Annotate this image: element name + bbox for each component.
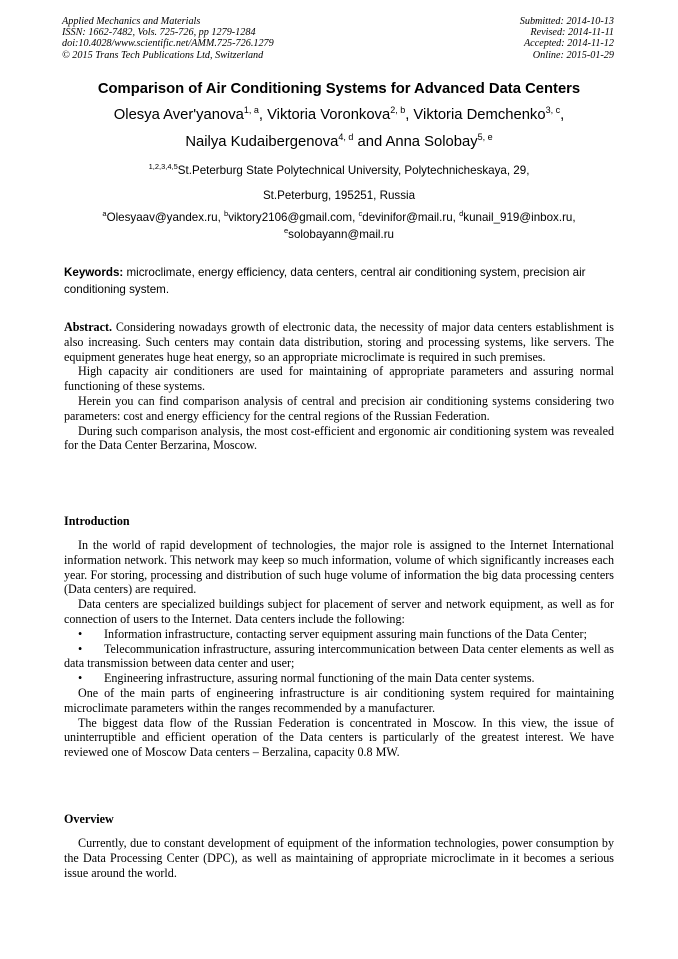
abstract-paragraph: High capacity air conditioners are used for maintaining of appropriate parameters and assuring normal functioning of these systems. <box>64 364 614 394</box>
author-name: , Viktoria Voronkova <box>258 107 391 123</box>
bullet-item <box>64 627 614 642</box>
emails-line-1 <box>0 211 678 224</box>
email: viktory2106@gmail.com, <box>228 211 359 224</box>
body-paragraph: One of the main parts of engineering infrastructure is air conditioning system required for maintaining microclimate parameters within the ranges recommended by a manufacturer. <box>64 685 614 715</box>
date-revised: Revised: 2014-11-11 <box>530 27 614 39</box>
date-online: Online: 2015-01-29 <box>532 49 614 61</box>
submission-dates <box>520 16 614 61</box>
bullet-icon: • <box>78 671 83 686</box>
bullet-text: Telecommunication infrastructure, assuring intercommunication between Data center elements as well as data transmission between data center and user; <box>64 641 614 671</box>
keywords-label: Keywords: <box>64 266 124 279</box>
journal-info <box>62 16 274 61</box>
bullet-icon: • <box>78 626 83 641</box>
email: devinifor@mail.ru, <box>362 211 460 224</box>
abstract-paragraph <box>64 320 614 364</box>
authors-line-1 <box>0 107 678 123</box>
body-paragraph: Data centers are specialized buildings subject for placement of server and network equipment, as well as for connection of users to the Internet. Data centers include the following: <box>64 597 614 626</box>
abstract-label: Abstract. <box>64 320 113 334</box>
author-sup: 5, e <box>477 132 493 142</box>
affiliation-line-2: St.Peterburg, 195251, Russia <box>262 189 416 202</box>
email-sup: e <box>283 226 289 235</box>
journal-issn: ISSN: 1662-7482, Vols. 725-726, pp 1279-1284 <box>62 27 256 39</box>
emails-line-2 <box>0 228 678 241</box>
body-paragraph: The biggest data flow of the Russian Federation is concentrated in Moscow. In this view, the issue of uninterruptible and efficient operation of the Data centers is particularly of the greatest interest. We have reviewed one of Moscow Data centers – Berzalina, capacity 0.8 MW. <box>64 715 614 760</box>
date-accepted: Accepted: 2014-11-12 <box>523 38 614 50</box>
author-sup: 2, b <box>390 105 406 115</box>
email-sup: d <box>459 209 464 218</box>
author-name: Olesya Aver'yanova <box>113 107 244 123</box>
affiliation-line-1 <box>0 164 678 177</box>
author-name: Nailya Kudaibergenova <box>185 134 339 150</box>
email: kunail_919@inbox.ru, <box>463 211 576 224</box>
affiliation-sup: 1,2,3,4,5 <box>148 162 178 171</box>
bullet-item <box>64 642 614 672</box>
author-name: and Anna Solobay <box>353 134 478 150</box>
abstract <box>64 320 614 453</box>
journal-name: Applied Mechanics and Materials <box>62 16 201 27</box>
date-submitted: Submitted: 2014-10-13 <box>519 16 614 27</box>
introduction-body <box>64 538 614 760</box>
author-sup: 3, c <box>545 105 561 115</box>
paper-title: Comparison of Air Conditioning Systems for Advanced Data Centers <box>97 81 581 97</box>
bullet-text: Information infrastructure, contacting server equipment assuring main functions of the Data Center; <box>104 626 587 641</box>
section-heading-overview: Overview <box>64 812 114 826</box>
email-sup: a <box>102 209 107 218</box>
journal-copyright: © 2015 Trans Tech Publications Ltd, Switzerland <box>62 49 264 61</box>
author-sup: 1, a <box>243 105 259 115</box>
abstract-text: Considering nowadays growth of electronic data, the necessity of major data centers establishment is also increasing. Such centers may contain data distribution, storing and processing systems, like servers. The equipment generates huge heat energy, so an appropriate microclimate is required in such premises. <box>64 320 614 364</box>
section-heading-introduction: Introduction <box>64 514 130 528</box>
email: solobayann@mail.ru <box>288 228 395 241</box>
body-paragraph: Currently, due to constant development of equipment of the information technologies, power consumption by the Data Processing Center (DPC), as well as maintaining of appropriate microclimate in it becomes a serious issue around the world. <box>64 836 614 880</box>
abstract-paragraph: Herein you can find comparison analysis of central and precision air conditioning systems considering two parameters: cost and energy efficiency for the central regions of the Russian Federation. <box>64 393 614 423</box>
keywords-text: microclimate, energy efficiency, data centers, central air conditioning system, precision air conditioning system. <box>64 266 586 296</box>
author-sup: 4, d <box>338 132 354 142</box>
overview-body <box>64 836 614 880</box>
abstract-paragraph: During such comparison analysis, the most cost-efficient and ergonomic air conditioning system was revealed for the Data Center Berzarina, Moscow. <box>64 423 614 453</box>
affiliation-text: St.Peterburg State Polytechnical University, Polytechnicheskaya, 29, <box>177 164 530 177</box>
author-sep: , <box>560 107 565 123</box>
journal-doi: doi:10.4028/www.scientific.net/AMM.725-726.1279 <box>62 38 274 50</box>
body-paragraph: In the world of rapid development of technologies, the major role is assigned to the Internet International information network. This network may keep so much information, volume of which significantly increases each year. For storing, processing and distribution of such huge volume of information the big data processing centers (Data centers) are required. <box>64 538 614 597</box>
bullet-icon: • <box>78 641 83 656</box>
email-sup: c <box>358 209 363 218</box>
bullet-item <box>64 671 614 686</box>
email-sup: b <box>224 209 229 218</box>
authors-line-2 <box>0 134 678 150</box>
keywords <box>64 265 614 298</box>
author-name: , Viktoria Demchenko <box>405 107 546 123</box>
email: Olesyaav@yandex.ru, <box>106 211 225 224</box>
bullet-text: Engineering infrastructure, assuring normal functioning of the main Data center systems. <box>104 671 535 686</box>
